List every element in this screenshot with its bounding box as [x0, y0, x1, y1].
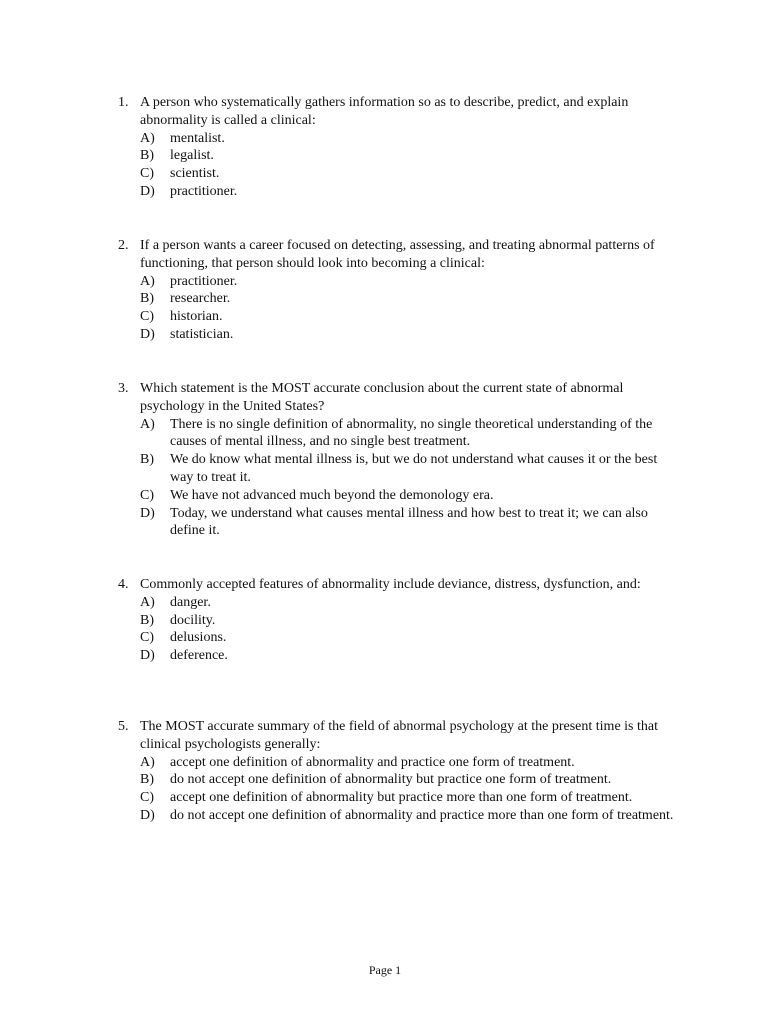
option-label: D): [140, 326, 155, 342]
option-label: C): [140, 790, 154, 806]
option-label: C): [140, 487, 154, 503]
option-d: [140, 807, 678, 825]
option-text: accept one definition of abnormality but practice more than one form of treatment.: [170, 790, 633, 806]
option-label: A): [140, 273, 155, 289]
option-label: B): [140, 452, 154, 468]
option-text: do not accept one definition of abnormality and practice more than one form of treatment.: [170, 807, 674, 823]
option-b: [140, 451, 678, 487]
question-4: [118, 576, 678, 665]
option-c: [140, 789, 678, 807]
option-a: [140, 130, 678, 148]
options-list: [140, 416, 678, 541]
option-label: A): [140, 594, 155, 610]
option-label: D): [140, 807, 155, 823]
question-text: A person who systematically gathers information so as to describe, predict, and explain abnormality is called a clinical:: [140, 95, 629, 128]
option-text: statistician.: [170, 326, 234, 342]
option-text: delusions.: [170, 630, 227, 646]
option-label: C): [140, 309, 154, 325]
option-label: B): [140, 612, 154, 628]
option-a: [140, 273, 678, 291]
question-number: 2.: [118, 238, 129, 253]
option-text: scientist.: [170, 166, 220, 182]
option-label: D): [140, 183, 155, 199]
option-text: Today, we understand what causes mental illness and how best to treat it; we can also define it.: [170, 505, 648, 539]
options-list: [140, 130, 678, 201]
option-label: B): [140, 291, 154, 307]
question-2: [118, 237, 678, 344]
option-label: D): [140, 505, 155, 521]
option-label: A): [140, 754, 155, 770]
option-text: researcher.: [170, 291, 231, 307]
option-d: [140, 647, 678, 665]
option-text: do not accept one definition of abnormality but practice one form of treatment.: [170, 772, 612, 788]
option-text: There is no single definition of abnormality, no single theoretical understanding of the causes of mental illness, and no single best treatment.: [170, 416, 653, 450]
option-c: [140, 487, 678, 505]
question-number: 3.: [118, 381, 129, 396]
option-d: [140, 505, 678, 541]
option-text: practitioner.: [170, 183, 238, 199]
option-label: A): [140, 416, 155, 432]
option-a: [140, 416, 678, 452]
option-text: practitioner.: [170, 273, 238, 289]
option-b: [140, 147, 678, 165]
option-c: [140, 629, 678, 647]
option-text: danger.: [170, 594, 211, 610]
question-1: [118, 94, 678, 201]
question-3: [118, 380, 678, 540]
question-text: Commonly accepted features of abnormality include deviance, distress, dysfunction, and:: [140, 577, 641, 592]
option-text: deference.: [170, 648, 228, 664]
option-text: historian.: [170, 309, 223, 325]
option-b: [140, 612, 678, 630]
option-c: [140, 165, 678, 183]
question-text: Which statement is the MOST accurate conclusion about the current state of abnormal psychology in the United States?: [140, 381, 624, 414]
question-5: [118, 718, 678, 825]
option-d: [140, 183, 678, 201]
option-c: [140, 308, 678, 326]
option-label: C): [140, 166, 154, 182]
options-list: [140, 273, 678, 344]
option-label: B): [140, 772, 154, 788]
question-number: 5.: [118, 719, 129, 734]
page-number: Page 1: [368, 963, 402, 977]
option-label: C): [140, 630, 154, 646]
options-list: [140, 594, 678, 665]
question-number: 1.: [118, 95, 129, 110]
option-text: We have not advanced much beyond the demonology era.: [170, 487, 494, 503]
options-list: [140, 754, 678, 825]
option-text: accept one definition of abnormality and practice one form of treatment.: [170, 754, 575, 770]
option-a: [140, 754, 678, 772]
option-d: [140, 326, 678, 344]
option-b: [140, 771, 678, 789]
option-text: docility.: [170, 612, 216, 628]
option-label: B): [140, 148, 154, 164]
option-label: D): [140, 648, 155, 664]
option-a: [140, 594, 678, 612]
question-number: 4.: [118, 577, 129, 592]
question-text: If a person wants a career focused on detecting, assessing, and treating abnormal patterns of functioning, that person should look into becoming a clinical:: [140, 238, 655, 271]
option-text: legalist.: [170, 148, 214, 164]
question-text: The MOST accurate summary of the field of abnormal psychology at the present time is that clinical psychologists generally:: [140, 719, 658, 752]
option-text: We do know what mental illness is, but we do not understand what causes it or the best way to treat it.: [170, 452, 658, 485]
option-text: mentalist.: [170, 130, 225, 146]
option-b: [140, 290, 678, 308]
option-label: A): [140, 130, 155, 146]
